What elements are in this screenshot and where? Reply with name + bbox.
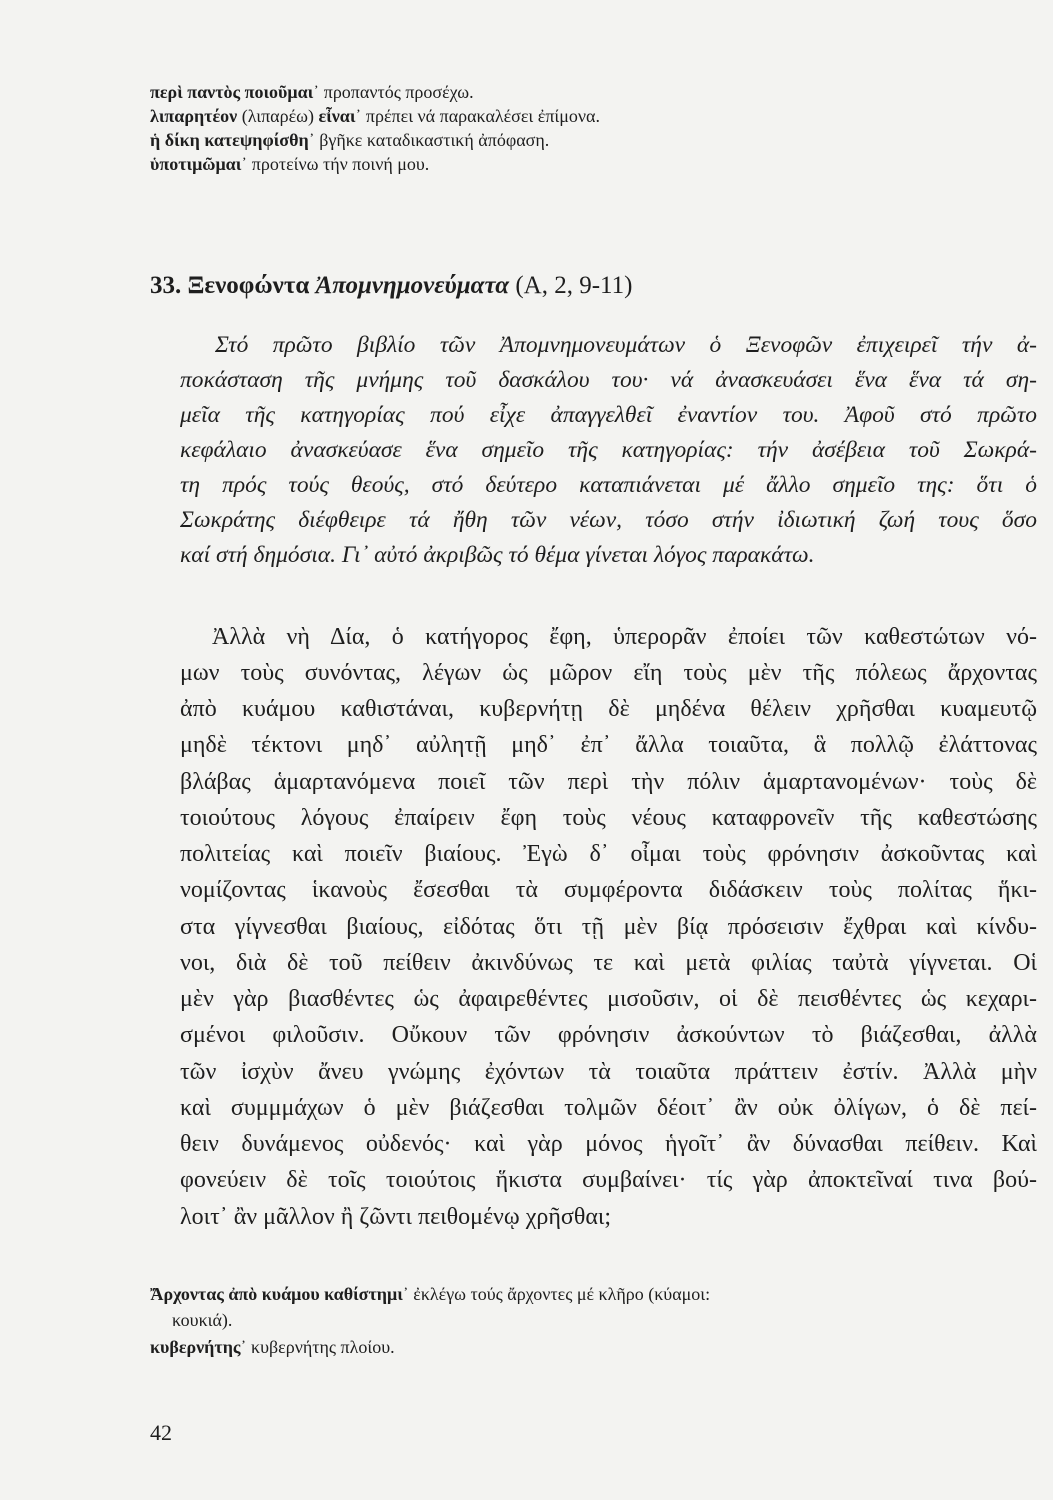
gloss-definition: προτείνω τήν ποινή μου. <box>251 154 430 174</box>
greek-line: νομίζοντας ἱκανοὺς ἔσεσθαι τὰ συμφέροντα διδάσκειν τοὺς πολίτας ἥκι- <box>180 877 1037 903</box>
intro-line: κεφάλαιο ἀνασκεύασε ἕνα σημεῖο τῆς κατηγορίας: τήν ἀσέβεια τοῦ Σωκρά- <box>180 437 1037 463</box>
greek-line: φονεύειν δὲ τοῖς τοιούτοις ἥκιστα συμβαίνει· τίς γὰρ ἀποκτεῖναί τινα βού- <box>180 1167 1037 1193</box>
gloss-term: εἶναι <box>318 106 356 126</box>
glossary-entry: περὶ παντὸς ποιοῦμαι᾽ προπαντός προσέχω. <box>150 82 474 102</box>
gloss-term: λιπαρητέον <box>150 106 238 126</box>
greek-line: Ἀλλὰ νὴ Δία, ὁ κατήγορος ἔφη, ὑπερορᾶν ἐποίει τῶν καθεστώτων νό- <box>212 624 1037 650</box>
greek-line: νοι, διὰ δὲ τοῦ πείθειν ἀκινδύνως τε καὶ μετὰ φιλίας ταὐτὰ γίγνεται. Οἱ <box>180 950 1037 976</box>
gloss-definition: κυβερνήτης πλοίου. <box>251 1337 395 1357</box>
greek-line: μηδὲ τέκτονι μηδ᾽ αὐλητῇ μηδ᾽ ἐπ᾽ ἄλλα τοιαῦτα, ἃ πολλῷ ἐλάττονας <box>180 732 1037 758</box>
greek-line: λοιτ᾽ ἂν μᾶλλον ἢ ζῶντι πειθομένῳ χρῆσθαι; <box>180 1204 612 1230</box>
gloss-definition: βγῆκε καταδικαστική ἀπόφαση. <box>319 130 550 150</box>
section-number: 33. <box>150 272 182 299</box>
intro-line: μεῖα τῆς κατηγορίας πού εἶχε ἀπαγγελθεῖ ἐναντίον του. Ἀφοῦ στό πρῶτο <box>180 402 1037 428</box>
footnote-entry: κυβερνήτης᾽ κυβερνήτης πλοίου. <box>150 1337 395 1357</box>
glossary-entry: λιπαρητέον (λιπαρέω) εἶναι᾽ πρέπει νά παρακαλέσει ἐπίμονα. <box>150 106 600 126</box>
gloss-term: περὶ παντὸς ποιοῦμαι <box>150 82 314 102</box>
greek-line: μων τοὺς συνόντας, λέγων ὡς μῶρον εἴη τοὺς μὲν τῆς πόλεως ἄρχοντας <box>180 660 1037 686</box>
greek-line: πολιτείας καὶ ποιεῖν βιαίους. Ἐγὼ δ᾽ οἶμαι τοὺς φρόνησιν ἀσκοῦντας καὶ <box>180 841 1037 867</box>
section-author: Ξενοφώντα <box>187 272 310 299</box>
intro-line: τη πρός τούς θεούς, στό δεύτερο καταπιάνεται μέ ἄλλο σημεῖο της: ὅτι ὁ <box>180 472 1037 498</box>
intro-line: Στό πρῶτο βιβλίο τῶν Ἀπομνημονευμάτων ὁ Ξενοφῶν ἐπιχειρεῖ τήν ἀ- <box>215 332 1037 358</box>
greek-line: μὲν γὰρ βιασθέντες ὡς ἀφαιρεθέντες μισοῦσιν, οἱ δὲ πεισθέντες ὡς κεχαρι- <box>180 986 1037 1012</box>
gloss-term: κυβερνήτης <box>150 1337 241 1357</box>
greek-line: τῶν ἰσχὺν ἄνευ γνώμης ἐχόντων τὰ τοιαῦτα πράττειν ἐστίν. Ἀλλὰ μὴν <box>180 1059 1037 1085</box>
gloss-paren: (λιπαρέω) <box>241 106 314 126</box>
gloss-definition: προπαντός προσέχω. <box>323 82 474 102</box>
greek-line: καὶ συμμμάχων ὁ μὲν βιάζεσθαι τολμῶν δέοιτ᾽ ἂν οὐκ ὀλίγων, ὁ δὲ πεί- <box>180 1095 1037 1121</box>
gloss-term: ἡ δίκη κατεψηφίσθη <box>150 130 309 150</box>
greek-line: βλάβας ἁμαρτανόμενα ποιεῖ τῶν περὶ τὴν πόλιν ἁμαρτανομένων· τοὺς δὲ <box>180 769 1037 795</box>
glossary-entry: ὑποτιμῶμαι᾽ προτείνω τήν ποινή μου. <box>150 154 430 174</box>
section-reference: (Α, 2, 9-11) <box>515 272 633 299</box>
greek-line: θειν δυνάμενος οὐδενός· καὶ γὰρ μόνος ἡγοῖτ᾽ ἂν δύνασθαι πείθειν. Καὶ <box>180 1131 1037 1157</box>
gloss-definition: ἐκλέγω τούς ἄρχοντες μέ κλῆρο (κύαμοι: <box>413 1284 711 1304</box>
page-number: 42 <box>150 1420 172 1445</box>
greek-line: τοιούτους λόγους ἐπαίρειν ἔφη τοὺς νέους καταφρονεῖν τῆς καθεστώσης <box>180 805 1037 831</box>
footnote-entry: Ἄρχοντας ἀπὸ κυάμου καθίστημι᾽ ἐκλέγω τούς ἄρχοντες μέ κλῆρο (κύαμοι: <box>150 1284 711 1304</box>
intro-line: καί στή δημόσια. Γι᾽ αὐτό ἀκριβῶς τό θέμα γίνεται λόγος παρακάτω. <box>180 542 815 568</box>
gloss-term: Ἄρχοντας ἀπὸ κυάμου καθίστημι <box>150 1284 403 1304</box>
gloss-term: ὑποτιμῶμαι <box>150 154 242 174</box>
gloss-definition: πρέπει νά παρακαλέσει ἐπίμονα. <box>365 106 600 126</box>
glossary-entry: ἡ δίκη κατεψηφίσθη᾽ βγῆκε καταδικαστική ἀπόφαση. <box>150 130 550 150</box>
greek-line: ἀπὸ κυάμου καθιστάναι, κυβερνήτῃ δὲ μηδένα θέλειν χρῆσθαι κυαμευτῷ <box>180 696 1037 722</box>
greek-line: στα γίγνεσθαι βιαίους, εἰδότας ὅτι τῇ μὲν βίᾳ πρόσεισιν ἔχθραι καὶ κίνδυ- <box>180 914 1037 940</box>
intro-line: Σωκράτης διέφθειρε τά ἤθη τῶν νέων, τόσο στήν ἰδιωτική ζωή τους ὅσο <box>180 507 1037 533</box>
section-work: Ἀπομνημονεύματα <box>315 272 510 299</box>
section-heading <box>150 272 632 300</box>
intro-line: ποκάσταση τῆς μνήμης τοῦ δασκάλου του· νά ἀνασκευάσει ἕνα ἕνα τά ση- <box>180 367 1037 393</box>
footnote-continuation: κουκιά). <box>172 1310 233 1330</box>
greek-line: σμένοι φιλοῦσιν. Οὔκουν τῶν φρόνησιν ἀσκούντων τὸ βιάζεσθαι, ἀλλὰ <box>180 1022 1037 1048</box>
